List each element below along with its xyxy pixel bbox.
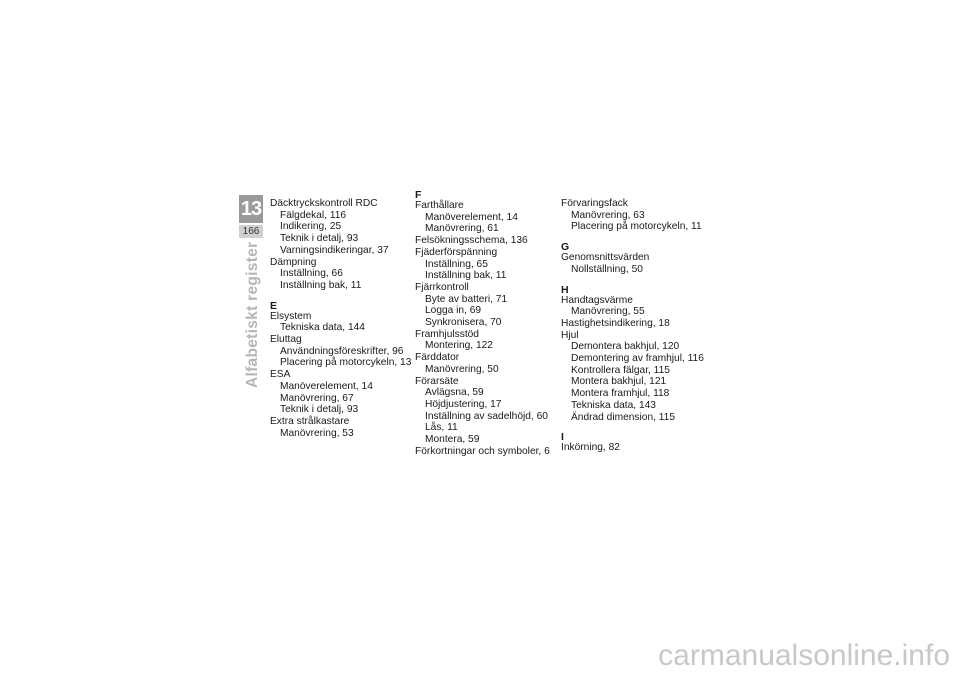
index-subentry: Logga in, 69	[425, 305, 482, 317]
index-column-3	[561, 198, 711, 454]
index-entry: Genomsnittsvärden	[561, 252, 650, 264]
index-entry: Hastighetsindikering, 18	[561, 317, 670, 329]
index-entry: Förkortningar och symboler, 6	[415, 445, 550, 457]
index-subentry: Nollställning, 50	[571, 263, 643, 275]
index-subentry: Demontering av framhjul, 116	[571, 353, 704, 365]
index-subentry: Manövrering, 55	[571, 306, 645, 318]
index-entry: Fjäderförspänning	[415, 246, 498, 258]
index-subentry: Manövrering, 67	[280, 392, 354, 404]
index-subentry: Placering på motorcykeln, 13	[280, 357, 412, 369]
watermark: carmanualsonline.info	[658, 639, 950, 672]
index-subentry: Byte av batteri, 71	[425, 293, 508, 305]
index-entry: Inkörning, 82	[561, 442, 620, 454]
index-letter-heading: I	[561, 431, 564, 444]
index-entry: ESA	[270, 369, 291, 381]
index-subentry: Inställning av sadelhöjd, 60	[425, 410, 548, 422]
index-subentry: Indikering, 25	[280, 221, 342, 233]
index-letter-heading: E	[270, 299, 278, 312]
index-subentry: Lås, 11	[425, 422, 458, 434]
index-subentry: Teknik i detalj, 93	[280, 404, 359, 416]
index-subentry: Manövrering, 50	[425, 363, 499, 375]
index-subentry: Användningsföreskrifter, 96	[280, 345, 404, 357]
index-column-2	[415, 189, 565, 457]
index-subentry: Manöverelement, 14	[280, 380, 373, 392]
index-subentry: Manövrering, 63	[571, 209, 645, 221]
index-subentry: Inställning bak, 11	[425, 270, 507, 282]
index-subentry: Demontera bakhjul, 120	[571, 341, 680, 353]
index-subentry: Manövrering, 53	[280, 427, 354, 439]
index-entry: Elsystem	[270, 310, 312, 322]
index-subentry: Teknik i detalj, 93	[280, 233, 359, 245]
index-subentry: Höjdjustering, 17	[425, 398, 502, 410]
index-subentry: Montera bakhjul, 121	[571, 376, 667, 388]
index-entry: Eluttag	[270, 334, 302, 346]
index-subentry: Tekniska data, 143	[571, 399, 656, 411]
index-subentry: Manöverelement, 14	[425, 211, 518, 223]
index-subentry: Inställning bak, 11	[280, 279, 362, 291]
index-subentry: Inställning, 65	[425, 258, 488, 270]
index-subentry: Manövrering, 61	[425, 223, 499, 235]
index-column-1	[270, 198, 420, 439]
section-title: Alfabetiskt register	[244, 241, 261, 388]
index-subentry: Ändrad dimension, 115	[571, 411, 676, 423]
index-subentry: Varningsindikeringar, 37	[280, 244, 389, 256]
index-entry: Farthållare	[415, 200, 464, 211]
chapter-number: 13	[239, 195, 263, 223]
chapter-tab	[239, 195, 263, 238]
index-entry: Dämpning	[270, 256, 317, 268]
index-entry: Handtagsvärme	[561, 294, 633, 306]
index-subentry: Inställning, 66	[280, 268, 343, 280]
index-entry: Färddator	[415, 352, 460, 364]
index-subentry: Kontrollera fälgar, 115	[571, 364, 670, 376]
index-subentry: Tekniska data, 144	[280, 322, 365, 334]
index-subentry: Avlägsna, 59	[425, 387, 484, 399]
index-subentry: Montering, 122	[425, 340, 493, 352]
index-letter-heading: F	[415, 189, 422, 201]
index-entry: Framhjulsstöd	[415, 328, 479, 340]
index-entry: Däcktryckskontroll RDC	[270, 198, 378, 209]
index-subentry: Synkronisera, 70	[425, 317, 502, 329]
index-subentry: Montera framhjul, 118	[571, 388, 670, 400]
index-entry: Förarsäte	[415, 375, 459, 387]
index-entry: Fjärrkontroll	[415, 281, 469, 293]
index-subentry: Fälgdekal, 116	[280, 209, 347, 221]
index-letter-heading: G	[561, 241, 570, 254]
index-subentry: Placering på motorcykeln, 11	[571, 221, 702, 233]
index-letter-heading: H	[561, 283, 569, 296]
page-number: 166	[239, 225, 263, 238]
index-entry: Förvaringsfack	[561, 198, 628, 209]
index-entry: Felsökningsschema, 136	[415, 235, 528, 247]
index-entry: Extra strålkastare	[270, 415, 350, 427]
index-entry: Hjul	[561, 329, 579, 341]
index-subentry: Montera, 59	[425, 434, 480, 446]
